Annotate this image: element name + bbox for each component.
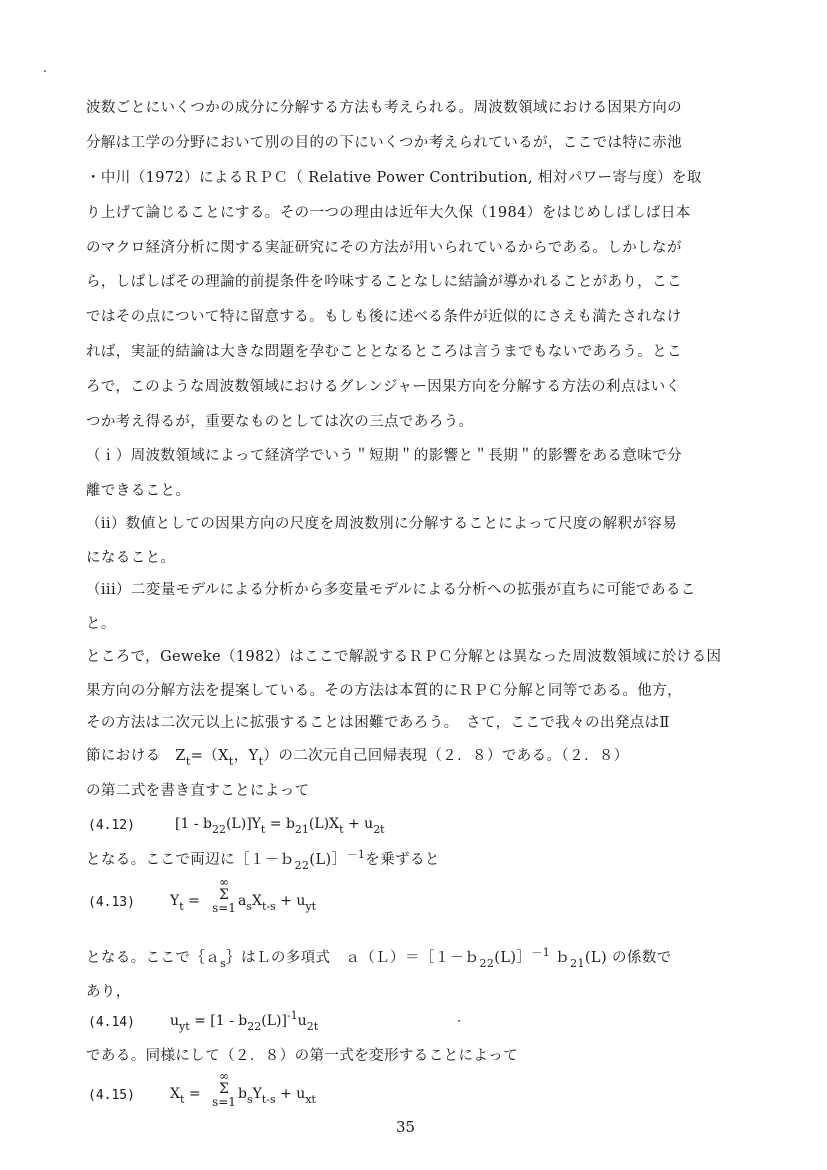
eq-part: + u bbox=[275, 1086, 306, 1102]
text-fragment: ｂ bbox=[550, 950, 571, 966]
subscript: t bbox=[185, 755, 191, 768]
eq-sub: xt bbox=[305, 1093, 316, 1106]
equation-label: (4.14) bbox=[88, 1015, 135, 1030]
equation-label: (4.15) bbox=[88, 1088, 135, 1103]
scan-speck bbox=[458, 1020, 460, 1022]
text-line: あり， bbox=[86, 984, 131, 1000]
text-line: ところで，Geweke（1982）はここで解説するＲＰＣ分解とは異なった周波数領域に於ける因 bbox=[86, 649, 722, 665]
text-line: 離できること。 bbox=[86, 483, 191, 499]
eq-sub: s bbox=[246, 900, 253, 913]
text-line: その方法は二次元以上に拡張することは困難であろう。 さて，ここで我々の出発点はⅡ bbox=[86, 715, 670, 731]
eq-sub: t bbox=[179, 900, 184, 913]
eq-sub: t-s bbox=[261, 900, 276, 913]
eq-part: + u bbox=[275, 893, 306, 909]
eq-part: u bbox=[170, 1013, 180, 1029]
text-line: れば，実証的結論は大きな問題を孕むこととなるところは言うまでもないであろう。とこ bbox=[86, 344, 682, 360]
eq-part: = b bbox=[265, 816, 295, 832]
subscript: t bbox=[228, 755, 234, 768]
text-line: と。 bbox=[86, 616, 116, 632]
text-line: である。同様にして（２．８）の第一式を変形することによって bbox=[86, 1048, 519, 1064]
eq-part: = bbox=[184, 1086, 201, 1102]
subscript: t bbox=[258, 755, 264, 768]
eq-part: [1 - b bbox=[175, 816, 212, 832]
text-fragment: となる。ここで｛ａ bbox=[86, 950, 221, 966]
text-fragment: (L) の係数で bbox=[584, 950, 672, 966]
text-fragment: ｝はＬの多項式 ａ（Ｌ）＝［１－ｂ bbox=[226, 950, 480, 966]
eq-part: (L)X bbox=[308, 816, 340, 832]
eq-sub: s bbox=[246, 1093, 253, 1106]
eq-sub: 22 bbox=[247, 1020, 262, 1033]
text-line: ろで，このような周波数領域におけるグレンジャー因果方向を分解する方法の利点はいく bbox=[86, 379, 681, 395]
superscript: －1 bbox=[531, 946, 551, 959]
eq-part: X bbox=[252, 893, 262, 909]
text-line: つか考え得るが，重要なものとしては次の三点であろう。 bbox=[86, 414, 474, 430]
eq-sub: t bbox=[339, 823, 344, 836]
text-fragment: を乗ずると bbox=[365, 852, 440, 868]
eq-sub: t bbox=[260, 823, 266, 836]
eq-sub: 21 bbox=[294, 823, 309, 836]
sum-sign: Σ bbox=[219, 1081, 229, 1097]
text-line-with-vector bbox=[86, 746, 726, 767]
summation bbox=[212, 876, 236, 915]
subscript: s bbox=[220, 957, 227, 970]
eq-part: (L)] bbox=[261, 1013, 287, 1029]
eq-part: a bbox=[238, 893, 247, 909]
text-line: ではその点について特に留意する。もしも後に述べる条件が近似的にさえも満たされなけ bbox=[86, 309, 682, 325]
text-line-multiply bbox=[86, 850, 726, 871]
eq-sub: 22 bbox=[211, 823, 226, 836]
equation-lhs bbox=[170, 1086, 201, 1106]
text-line: のマクロ経済分析に関する実証研究にその方法が用いられているからである。しかしなが bbox=[86, 240, 682, 256]
list-item-i: （ｉ）周波数領域によって経済学でいう＂短期＂的影響と＂長期＂的影響をある意味で分 bbox=[86, 448, 682, 464]
sum-upper: ∞ bbox=[219, 875, 229, 889]
text-fragment: 節における Z bbox=[86, 748, 186, 764]
text-line: ら，しばしばその理論的前提条件を吟味することなしに結論が導かれることがあり，ここ bbox=[86, 274, 682, 290]
eq-sub: yt bbox=[305, 900, 317, 913]
equation-label: (4.13) bbox=[88, 895, 135, 910]
eq-part: b bbox=[238, 1086, 247, 1102]
eq-part: u bbox=[297, 1013, 307, 1029]
eq-sub: 2t bbox=[373, 823, 385, 836]
text-fragment: =（X bbox=[190, 748, 229, 764]
text-line: 分解は工学の分野において別の目的の下にいくつか考えられているが，ここでは特に赤池 bbox=[86, 135, 682, 151]
eq-part: + u bbox=[343, 816, 374, 832]
subscript: 22 bbox=[479, 957, 495, 970]
eq-sub: 2t bbox=[306, 1020, 319, 1033]
sum-lower: s=1 bbox=[212, 1095, 236, 1109]
page-number: 35 bbox=[396, 1118, 416, 1136]
eq-sub: t bbox=[179, 1093, 185, 1106]
eq-part: Y bbox=[252, 1086, 262, 1102]
equation-rhs bbox=[238, 893, 317, 913]
text-line: ・中川（1972）によるＲＰＣ（ Relative Power Contribution, 相対パワー寄与度）を取 bbox=[86, 170, 702, 186]
text-line: 果方向の分解方法を提案している。その方法は本質的にＲＰＣ分解と同等である。他方， bbox=[86, 683, 682, 699]
list-item-iii: （iii）二変量モデルによる分析から多変量モデルによる分析への拡張が直ちに可能であるこ bbox=[86, 582, 696, 598]
text-fragment: となる。ここで両辺に［１－ｂ bbox=[86, 852, 295, 868]
eq-part: = bbox=[183, 893, 200, 909]
equation-rhs bbox=[238, 1086, 316, 1106]
superscript: －1 bbox=[346, 848, 366, 861]
equation-body bbox=[175, 816, 385, 836]
text-fragment: (L)］ bbox=[494, 950, 532, 966]
equation-body bbox=[170, 1009, 319, 1033]
sum-upper: ∞ bbox=[219, 1069, 229, 1083]
eq-part: X bbox=[170, 1086, 180, 1102]
text-fragment: (L)］ bbox=[309, 852, 347, 868]
sum-sign: Σ bbox=[219, 887, 229, 903]
subscript: 22 bbox=[294, 859, 310, 872]
eq-part: = [1 - b bbox=[189, 1013, 248, 1029]
scan-speck bbox=[44, 70, 46, 72]
equation-lhs bbox=[170, 893, 200, 913]
subscript: 21 bbox=[570, 957, 585, 970]
sum-lower: s=1 bbox=[212, 901, 236, 915]
text-line: 波数ごとにいくつかの成分に分解する方法も考えられる。周波数領域における因果方向の bbox=[86, 100, 682, 116]
eq-sup: -1 bbox=[286, 1009, 298, 1022]
text-line-polynomial bbox=[86, 948, 726, 969]
eq-sub: yt bbox=[179, 1020, 190, 1033]
text-line: になること。 bbox=[86, 550, 176, 566]
text-line: り上げて論じることにする。その一つの理由は近年大久保（1984）をはじめしばしば日本 bbox=[86, 205, 691, 221]
eq-part: (L)]Y bbox=[225, 816, 261, 832]
text-line: の第二式を書き直すことによって bbox=[86, 783, 310, 799]
text-fragment: ）の二次元自己回帰表現（２．８）である。（２．８） bbox=[263, 748, 629, 764]
eq-part: Y bbox=[170, 893, 180, 909]
summation bbox=[212, 1070, 236, 1109]
eq-sub: t-s bbox=[261, 1093, 276, 1106]
equation-label: (4.12) bbox=[88, 818, 135, 833]
list-item-ii: （ii）数値としての因果方向の尺度を周波数別に分解することによって尺度の解釈が容易 bbox=[86, 516, 678, 532]
text-fragment: ，Y bbox=[233, 748, 259, 764]
